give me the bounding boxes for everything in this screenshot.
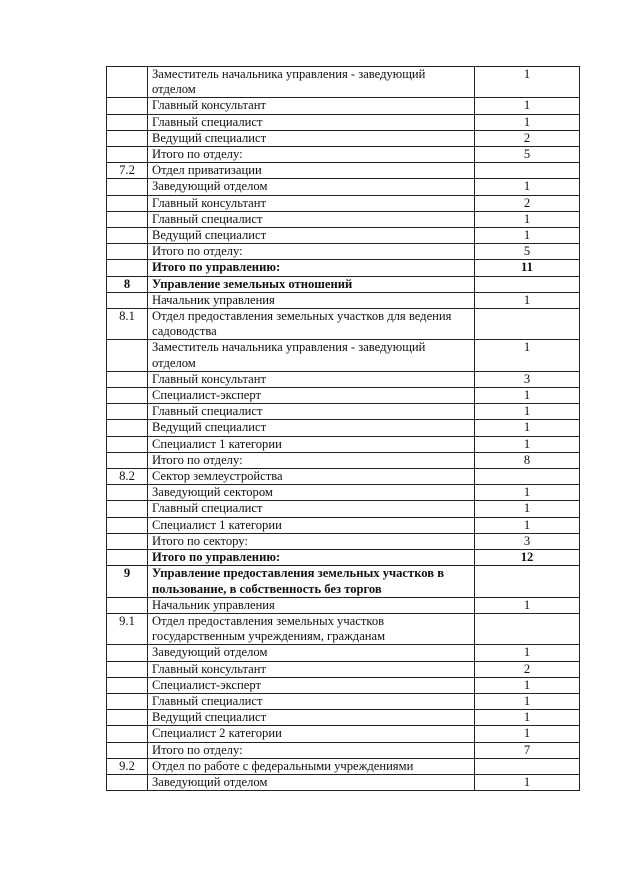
position-name: Главный специалист xyxy=(148,404,475,420)
staff-count: 1 xyxy=(475,404,580,420)
staff-count: 12 xyxy=(475,550,580,566)
table-row xyxy=(107,420,580,436)
staff-count: 1 xyxy=(475,67,580,98)
row-number: 8.2 xyxy=(107,469,148,485)
table-row xyxy=(107,260,580,276)
position-name: Главный специалист xyxy=(148,211,475,227)
staff-count: 2 xyxy=(475,661,580,677)
staff-count: 3 xyxy=(475,371,580,387)
staff-count: 2 xyxy=(475,130,580,146)
row-number: 8.1 xyxy=(107,309,148,340)
row-number xyxy=(107,244,148,260)
row-number xyxy=(107,742,148,758)
table-row xyxy=(107,179,580,195)
staff-count: 1 xyxy=(475,211,580,227)
table-row xyxy=(107,774,580,790)
position-name: Сектор землеустройства xyxy=(148,469,475,485)
position-name: Главный консультант xyxy=(148,195,475,211)
row-number: 9.1 xyxy=(107,613,148,644)
table-row xyxy=(107,645,580,661)
staff-count: 1 xyxy=(475,436,580,452)
position-name: Главный консультант xyxy=(148,661,475,677)
table-row xyxy=(107,677,580,693)
position-name: Ведущий специалист xyxy=(148,420,475,436)
position-name: Итого по отделу: xyxy=(148,244,475,260)
position-name: Отдел предоставления земельных участков для ведения садоводства xyxy=(148,309,475,340)
position-name: Главный консультант xyxy=(148,98,475,114)
position-name: Главный консультант xyxy=(148,371,475,387)
position-name: Итого по отделу: xyxy=(148,147,475,163)
table-row xyxy=(107,452,580,468)
row-number xyxy=(107,371,148,387)
row-number xyxy=(107,228,148,244)
position-name: Итого по отделу: xyxy=(148,742,475,758)
row-number xyxy=(107,420,148,436)
table-row xyxy=(107,195,580,211)
table-row xyxy=(107,436,580,452)
row-number xyxy=(107,485,148,501)
staff-count xyxy=(475,276,580,292)
row-number xyxy=(107,114,148,130)
table-row xyxy=(107,613,580,644)
table-row xyxy=(107,276,580,292)
position-name: Заведующий сектором xyxy=(148,485,475,501)
row-number: 7.2 xyxy=(107,163,148,179)
position-name: Заведующий отделом xyxy=(148,774,475,790)
table-row xyxy=(107,404,580,420)
row-number xyxy=(107,147,148,163)
position-name: Отдел предоставления земельных участков государственным учреждениям, гражданам xyxy=(148,613,475,644)
row-number xyxy=(107,501,148,517)
staff-count xyxy=(475,469,580,485)
table-row xyxy=(107,228,580,244)
staff-count xyxy=(475,758,580,774)
staff-count xyxy=(475,613,580,644)
position-name: Главный специалист xyxy=(148,693,475,709)
staff-count: 1 xyxy=(475,726,580,742)
table-row xyxy=(107,566,580,597)
position-name: Итого по отделу: xyxy=(148,452,475,468)
table-row xyxy=(107,501,580,517)
row-number xyxy=(107,645,148,661)
staff-count: 1 xyxy=(475,710,580,726)
table-row xyxy=(107,388,580,404)
table-row xyxy=(107,661,580,677)
staff-count: 1 xyxy=(475,179,580,195)
row-number xyxy=(107,340,148,371)
table-row xyxy=(107,292,580,308)
position-name: Ведущий специалист xyxy=(148,228,475,244)
table-row xyxy=(107,130,580,146)
position-name: Отдел по работе с федеральными учреждениями xyxy=(148,758,475,774)
table-row xyxy=(107,742,580,758)
staff-count: 1 xyxy=(475,420,580,436)
row-number xyxy=(107,693,148,709)
staff-count: 1 xyxy=(475,340,580,371)
table-row xyxy=(107,710,580,726)
position-name: Заместитель начальника управления - заведующий отделом xyxy=(148,67,475,98)
staff-count: 1 xyxy=(475,114,580,130)
staff-count: 5 xyxy=(475,244,580,260)
row-number xyxy=(107,517,148,533)
position-name: Отдел приватизации xyxy=(148,163,475,179)
position-name: Заведующий отделом xyxy=(148,645,475,661)
table-row xyxy=(107,309,580,340)
row-number: 8 xyxy=(107,276,148,292)
staff-count: 1 xyxy=(475,388,580,404)
staff-count: 1 xyxy=(475,677,580,693)
staff-count xyxy=(475,309,580,340)
position-name: Начальник управления xyxy=(148,292,475,308)
position-name: Специалист 2 категории xyxy=(148,726,475,742)
row-number: 9 xyxy=(107,566,148,597)
staff-count: 1 xyxy=(475,517,580,533)
table-row xyxy=(107,114,580,130)
row-number xyxy=(107,452,148,468)
row-number xyxy=(107,130,148,146)
staff-table-body xyxy=(107,67,580,791)
row-number xyxy=(107,774,148,790)
table-row xyxy=(107,469,580,485)
staff-count xyxy=(475,566,580,597)
row-number xyxy=(107,436,148,452)
table-row xyxy=(107,163,580,179)
table-row xyxy=(107,758,580,774)
staff-count: 1 xyxy=(475,485,580,501)
row-number xyxy=(107,661,148,677)
row-number xyxy=(107,292,148,308)
table-row xyxy=(107,517,580,533)
row-number xyxy=(107,726,148,742)
position-name: Заместитель начальника управления - заведующий отделом xyxy=(148,340,475,371)
table-row xyxy=(107,371,580,387)
staff-count: 2 xyxy=(475,195,580,211)
position-name: Итого по сектору: xyxy=(148,533,475,549)
table-row xyxy=(107,693,580,709)
row-number xyxy=(107,677,148,693)
table-row xyxy=(107,340,580,371)
staff-count: 1 xyxy=(475,774,580,790)
position-name: Главный специалист xyxy=(148,114,475,130)
table-row xyxy=(107,597,580,613)
row-number xyxy=(107,404,148,420)
position-name: Специалист 1 категории xyxy=(148,436,475,452)
row-number xyxy=(107,260,148,276)
staff-count: 1 xyxy=(475,98,580,114)
staff-count: 7 xyxy=(475,742,580,758)
row-number xyxy=(107,533,148,549)
row-number xyxy=(107,710,148,726)
row-number: 9.2 xyxy=(107,758,148,774)
staff-count: 1 xyxy=(475,693,580,709)
row-number xyxy=(107,388,148,404)
staff-count: 5 xyxy=(475,147,580,163)
position-name: Специалист 1 категории xyxy=(148,517,475,533)
position-name: Начальник управления xyxy=(148,597,475,613)
staff-count: 1 xyxy=(475,597,580,613)
table-row xyxy=(107,147,580,163)
table-row xyxy=(107,550,580,566)
row-number xyxy=(107,211,148,227)
table-row xyxy=(107,485,580,501)
row-number xyxy=(107,98,148,114)
table-row xyxy=(107,211,580,227)
position-name: Итого по управлению: xyxy=(148,550,475,566)
table-row xyxy=(107,67,580,98)
table-row xyxy=(107,533,580,549)
staff-count: 1 xyxy=(475,501,580,517)
position-name: Ведущий специалист xyxy=(148,130,475,146)
table-row xyxy=(107,726,580,742)
staff-count: 1 xyxy=(475,645,580,661)
staff-count: 11 xyxy=(475,260,580,276)
position-name: Управление земельных отношений xyxy=(148,276,475,292)
row-number xyxy=(107,550,148,566)
table-row xyxy=(107,244,580,260)
staff-count xyxy=(475,163,580,179)
row-number xyxy=(107,179,148,195)
row-number xyxy=(107,597,148,613)
position-name: Специалист-эксперт xyxy=(148,677,475,693)
staff-count: 1 xyxy=(475,292,580,308)
staff-count: 8 xyxy=(475,452,580,468)
position-name: Итого по управлению: xyxy=(148,260,475,276)
row-number xyxy=(107,67,148,98)
row-number xyxy=(107,195,148,211)
staff-count: 3 xyxy=(475,533,580,549)
position-name: Управление предоставления земельных участков в пользование, в собственность без торгов xyxy=(148,566,475,597)
position-name: Ведущий специалист xyxy=(148,710,475,726)
staff-count: 1 xyxy=(475,228,580,244)
position-name: Специалист-эксперт xyxy=(148,388,475,404)
table-row xyxy=(107,98,580,114)
position-name: Главный специалист xyxy=(148,501,475,517)
position-name: Заведующий отделом xyxy=(148,179,475,195)
staff-table xyxy=(106,66,580,791)
